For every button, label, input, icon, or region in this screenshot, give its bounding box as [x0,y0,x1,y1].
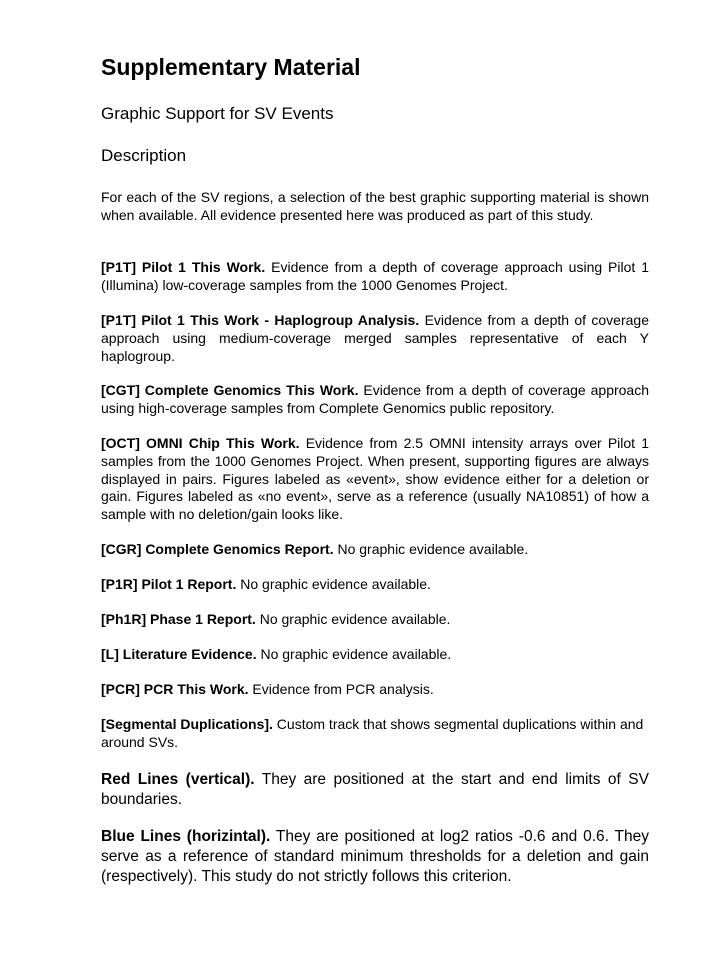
entry-label: [OCT] OMNI Chip This Work. [101,435,300,451]
entry-text: No graphic evidence available. [236,576,431,592]
entry-label: [PCR] PCR This Work. [101,681,249,697]
entry-label: [Ph1R] Phase 1 Report. [101,611,256,627]
entry-segmental-duplications [101,716,649,752]
red-lines-paragraph [101,770,649,810]
entry-cgr [101,541,649,559]
entry-text: Evidence from 2.5 OMNI intensity arrays over Pilot 1 samples from the 1000 Genomes Project. When present, supporting figures are always displayed in pairs. Figures labeled as «event», show evidence either for a deletion or gain. Figures labeled as «no event», serve as a reference (usually NA10851) of how a sample with no deletion/gain looks like. [101,435,649,523]
entry-ph1r [101,611,649,629]
entry-text: They are positioned at the start and end limits of SV boundaries. [101,771,649,808]
entry-text: Evidence from PCR analysis. [248,681,434,697]
entry-pcr [101,681,649,699]
entry-label: Red Lines (vertical). [101,771,255,788]
entry-label: [P1T] Pilot 1 This Work - Haplogroup Analysis. [101,312,420,328]
entry-text: Evidence from a depth of coverage approach using medium-coverage merged samples representative of each Y haplogroup. [101,312,649,364]
entry-oct [101,435,649,524]
entry-text: Evidence from a depth of coverage approach using high-coverage samples from Complete Genomics public repository. [101,382,649,416]
entry-label: [L] Literature Evidence. [101,646,257,662]
entry-p1t-haplogroup [101,312,649,365]
entry-label: [P1T] Pilot 1 This Work. [101,259,266,275]
entry-label: [Segmental Duplications]. [101,716,273,732]
entry-p1r [101,576,649,594]
intro-paragraph: For each of the SV regions, a selection of the best graphic supporting material is shown when available. All evidence presented here was produced as part of this study. [101,189,649,223]
entry-label: [CGT] Complete Genomics This Work. [101,382,359,398]
page-subtitle: Graphic Support for SV Events [101,104,334,123]
blue-lines-paragraph [101,827,649,887]
entry-text: No graphic evidence available. [333,541,529,557]
entry-p1t [101,259,649,295]
entry-text: No graphic evidence available. [256,646,452,662]
entry-label: Blue Lines (horizintal). [101,828,271,845]
entry-text: They are positioned at log2 ratios -0.6 and 0.6. They serve as a reference of standard minimum thresholds for a deletion and gain (respectively). This study do not strictly follows this criterion. [101,828,649,885]
section-heading: Description [101,146,187,165]
entry-text: Custom track that shows segmental duplications within and around SVs. [101,716,644,750]
entry-label: [P1R] Pilot 1 Report. [101,576,237,592]
entry-cgt [101,382,649,418]
entry-text: No graphic evidence available. [255,611,451,627]
entry-label: [CGR] Complete Genomics Report. [101,541,334,557]
page-title: Supplementary Material [101,54,361,80]
entry-l [101,646,649,664]
entry-text: Evidence from a depth of coverage approach using Pilot 1 (Illumina) low-coverage samples from the 1000 Genomes Project. [101,259,650,293]
